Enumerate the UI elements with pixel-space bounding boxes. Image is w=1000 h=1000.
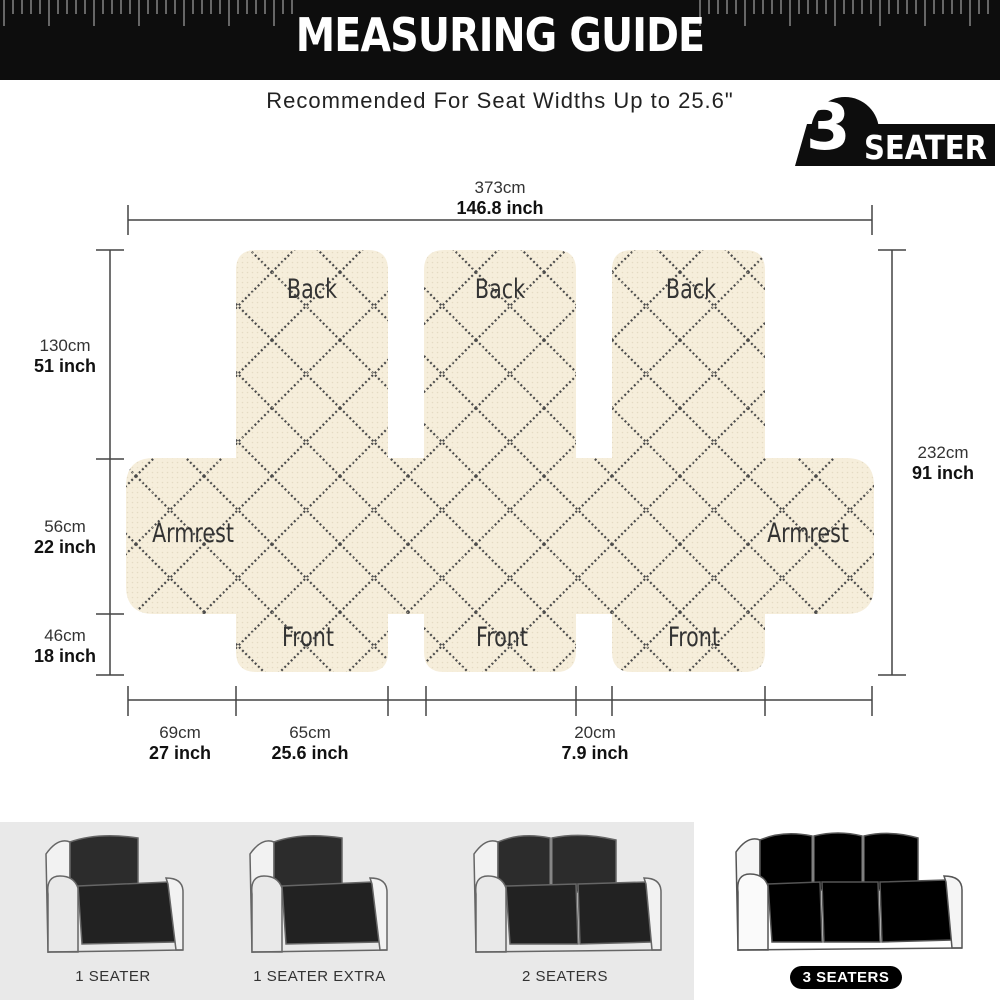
- total-width-inch: 146.8 inch: [456, 198, 544, 218]
- total-width-dimension: [430, 178, 570, 218]
- three-seaters-option[interactable]: [728, 830, 968, 960]
- armrest-label-right: Armrest: [767, 518, 849, 549]
- total-height-dimension: [896, 443, 990, 483]
- subtitle: Recommended For Seat Widths Up to 25.6": [266, 88, 734, 113]
- total-width-cm: 373cm: [474, 178, 526, 197]
- two-seaters-option[interactable]: [466, 832, 666, 960]
- total-height-cm: 232cm: [917, 443, 969, 462]
- armrest-height-inch: 22 inch: [33, 537, 97, 557]
- cover-shape: [126, 250, 874, 672]
- armrest-width-cm: 69cm: [159, 723, 201, 742]
- front-height-cm: 46cm: [44, 626, 86, 645]
- back-height-inch: 51 inch: [33, 356, 97, 376]
- armrest-height-cm: 56cm: [44, 517, 86, 536]
- gap-width-dimension: [540, 723, 650, 763]
- badge-word: SEATER: [864, 128, 987, 167]
- armrest-width-dimension: [130, 723, 230, 763]
- total-height-inch: 91 inch: [911, 463, 975, 483]
- gap-width-inch: 7.9 inch: [561, 743, 629, 763]
- armrest-width-inch: 27 inch: [148, 743, 212, 763]
- one-seater-extra-label[interactable]: 1 SEATER EXTRA: [253, 968, 386, 985]
- front-label-3: Front: [667, 622, 720, 653]
- front-height-dimension: [20, 626, 110, 666]
- one-seater-extra-option[interactable]: [242, 832, 392, 960]
- armrest-label-left: Armrest: [152, 518, 234, 549]
- seat-width-dimension: [250, 723, 370, 763]
- badge-number: 3: [806, 91, 851, 165]
- back-height-dimension: [20, 336, 110, 376]
- two-seaters-label[interactable]: 2 SEATERS: [522, 968, 608, 985]
- front-label-2: Front: [475, 622, 528, 653]
- three-seaters-label[interactable]: 3 SEATERS: [790, 966, 902, 989]
- one-seater-label[interactable]: 1 SEATER: [75, 968, 151, 985]
- back-label-2: Back: [474, 274, 526, 305]
- seat-width-cm: 65cm: [289, 723, 331, 742]
- back-height-cm: 130cm: [39, 336, 91, 355]
- front-label-1: Front: [281, 622, 334, 653]
- armrest-height-dimension: [20, 517, 110, 557]
- back-label-1: Back: [286, 274, 338, 305]
- one-seater-option[interactable]: [38, 832, 188, 960]
- front-height-inch: 18 inch: [33, 646, 97, 666]
- seat-width-inch: 25.6 inch: [271, 743, 349, 763]
- gap-width-cm: 20cm: [574, 723, 616, 742]
- back-label-3: Back: [665, 274, 717, 305]
- page-title: MEASURING GUIDE: [295, 8, 705, 62]
